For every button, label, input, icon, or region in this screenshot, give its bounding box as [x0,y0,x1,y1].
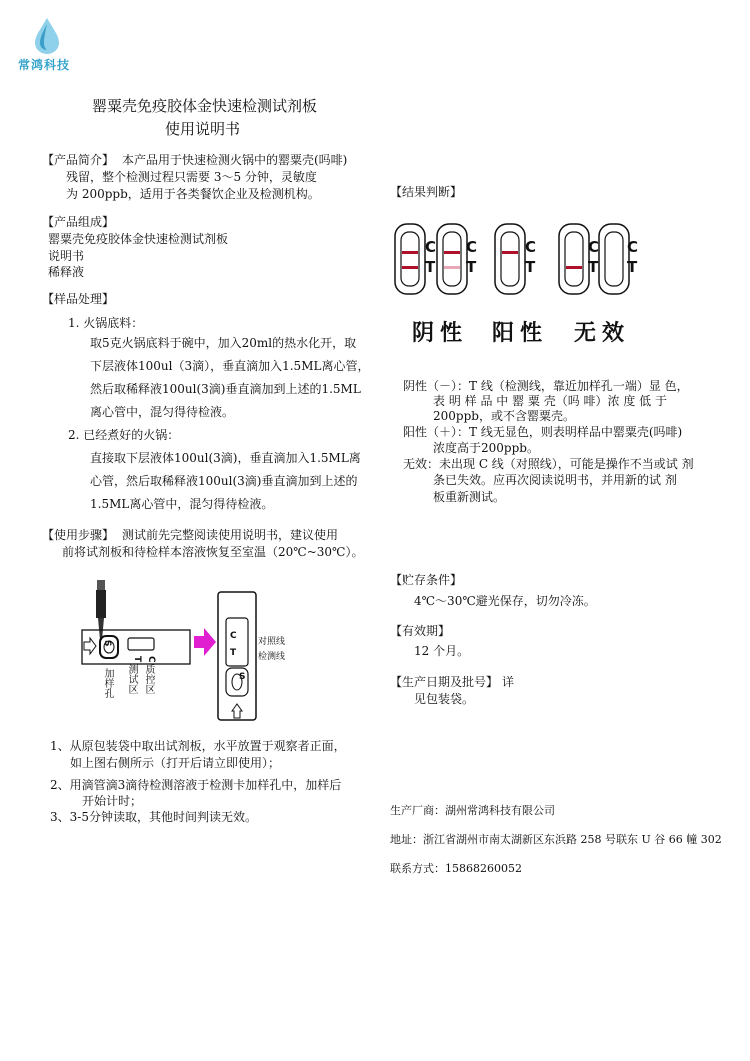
result-invalid-line: 条已失效。应再次阅读说明书，并用新的试 剂 [433,473,677,487]
sample-step-line: 取5克火锅底料于碗中，加入20ml的热水化开，取 [90,336,357,350]
strip-t-label: T [425,258,436,276]
batch-text: 见包装袋。 [414,692,475,706]
usage-step: 3、3-5分钟读取，其他时间判读无效。 [50,810,257,824]
strip-c-label: C [588,238,600,256]
composition-item: 说明书 [48,249,85,263]
strip-c-label: C [466,238,478,256]
sample-step-line: 下层液体100ul（3滴），垂直滴加入1.5ML离心管， [90,359,370,373]
diagram-c-vertical: C [146,656,156,663]
diagram-s-vertical: S [102,640,112,647]
result-invalid-line: 板重新测试。 [433,490,506,504]
composition-heading: 【产品组成】 [42,215,115,229]
sample-heading: 【样品处理】 [42,292,115,306]
result-heading: 【结果判断】 [390,185,463,199]
composition-item: 罂粟壳免疫胶体金快速检测试剂板 [48,232,229,246]
result-negative-line: 200ppb，或不含罂粟壳。 [433,409,575,423]
batch-heading: 【生产日期及批号】 [390,675,499,689]
usage-line: 测试前先完整阅读使用说明书，建议使用 [122,528,339,542]
strip-t-label: T [588,258,599,276]
result-positive-label: 阳性 [492,321,549,346]
sample-step-title: 1. 火锅底料： [68,316,144,330]
strip-c-label: C [525,238,537,256]
result-negative-label: 阴性 [412,321,469,346]
storage-heading: 【贮存条件】 [390,573,463,587]
usage-step: 1、从原包装袋中取出试剂板，水平放置于观察者正面， [50,739,346,753]
strip-c-label: C [627,238,639,256]
sample-step-line: 离心管中，混匀得待检液。 [90,405,235,419]
result-positive-line: 浓度高于200ppb。 [433,441,539,455]
result-negative-line: 阴性（－）：T 线（检测线，靠近加样孔一端）显 色， [403,379,689,393]
strip-t-label: T [466,258,477,276]
intro-heading: 【产品简介】 [42,153,115,167]
manufacturer-contact: 联系方式：15868260052 [390,862,522,875]
diagram-test-area-label: 测试区 [126,664,137,694]
validity-heading: 【有效期】 [390,624,451,638]
intro-line: 本产品用于快速检测火锅中的罂粟壳(吗啡) [122,153,348,167]
diagram-t-label: T [230,648,237,658]
batch-suffix: 详 [502,675,515,689]
strip-t-label: T [525,258,536,276]
composition-item: 稀释液 [48,265,85,279]
diagram-test-line-label: 检测线 [258,652,286,662]
strip-c-label: C [425,238,437,256]
sample-step-line: 心管，然后取稀释液100ul(3滴)垂直滴加到上述的 [90,474,358,488]
document-title: 罂粟壳免疫胶体金快速检测试剂板 [92,97,318,115]
usage-line: 前将试剂板和待检样本溶液恢复至室温（20℃~30℃）。 [62,545,364,559]
result-positive-line: 阳性（＋）：T 线无显色，则表明样品中罂粟壳(吗啡) [403,425,683,439]
diagram-c-label: C [230,631,237,641]
diagram-t-vertical: T [132,656,142,663]
diagram-s-label: S [239,672,246,682]
manufacturer-name: 生产厂商：湖州常鸿科技有限公司 [390,804,555,817]
sample-step-line: 1.5ML离心管中，混匀得待检液。 [90,497,274,511]
usage-heading: 【使用步骤】 [42,528,115,542]
result-invalid-line: 无效：未出现 C 线（对照线），可能是操作不当或试 剂 [403,457,694,471]
usage-step: 如上图右侧所示（打开后请立即使用）； [70,756,281,770]
sample-step-title: 2. 已经煮好的火锅： [68,428,180,442]
diagram-control-area-label: 质控区 [143,664,154,694]
storage-text: 4℃～30℃避光保存，切勿冷冻。 [414,594,596,608]
usage-step: 开始计时； [82,794,143,808]
validity-text: 12 个月。 [414,644,470,658]
sample-step-line: 直接取下层液体100ul(3滴)，垂直滴加入1.5ML离 [90,451,361,465]
result-negative-line: 表 明 样 品 中 罂 粟 壳（吗 啡）浓 度 低 于 [433,394,667,408]
strip-t-label: T [627,258,638,276]
water-drop-logo-icon [32,16,62,54]
document-subtitle: 使用说明书 [165,120,241,138]
intro-line: 为 200ppb，适用于各类餐饮企业及检测机构。 [66,187,320,201]
sample-step-line: 然后取稀释液100ul(3滴)垂直滴加到上述的1.5ML [90,382,361,396]
usage-step: 2、用滴管滴3滴待检测溶液于检测卡加样孔中，加样后 [50,778,342,792]
intro-line: 残留，整个检测过程只需要 3～5 分钟，灵敏度 [66,170,317,184]
diagram-well-label: 加样孔 [102,668,113,698]
result-invalid-label: 无效 [574,321,631,346]
brand-name: 常鸿科技 [18,58,71,72]
manufacturer-address: 地址：浙江省湖州市南太湖新区东浜路 258 号联东 U 谷 66 幢 302 [390,833,722,846]
diagram-control-line-label: 对照线 [258,637,286,647]
